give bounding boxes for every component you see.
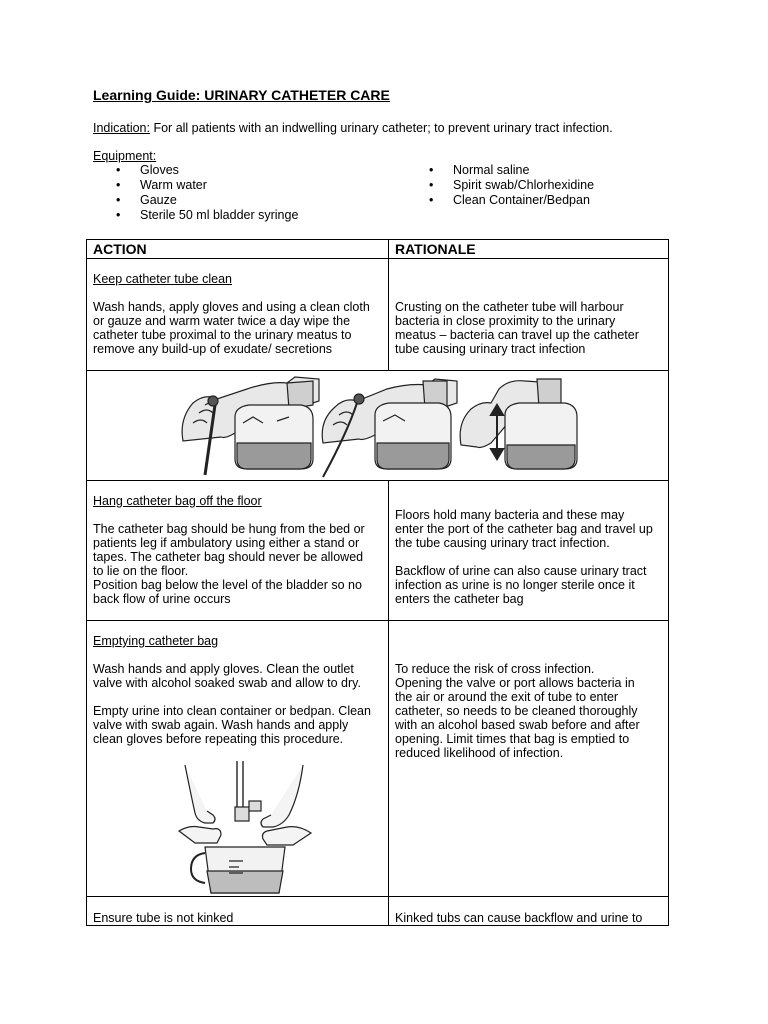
action-cell: [87, 897, 389, 926]
text-line: back flow of urine occurs: [93, 592, 231, 606]
equipment-list-left: [116, 163, 298, 223]
text-line: valve with alcohol soaked swab and allow to dry.: [93, 676, 361, 690]
rationale-cell: [389, 259, 669, 371]
list-item: • Gauze: [116, 193, 177, 207]
equipment-label: Equipment:: [93, 149, 157, 163]
text-line: to lie on the floor.: [93, 564, 189, 578]
text-line: meatus – bacteria can travel up the catheter: [395, 328, 639, 342]
table-row: [87, 621, 669, 897]
table-header-row: [87, 240, 669, 259]
text-line: To reduce the risk of cross infection.: [395, 662, 595, 676]
text-line: The catheter bag should be hung from the bed or: [93, 522, 365, 536]
table-row: [87, 259, 669, 371]
text-line: bacteria in close proximity to the urinary: [395, 314, 616, 328]
catheter-bag-icon: [235, 405, 313, 469]
indication-text: For all patients with an indwelling urinary catheter; to prevent urinary tract infection.: [153, 121, 613, 135]
rationale-cell: [389, 897, 669, 926]
text-line: Wash hands, apply gloves and using a clean cloth: [93, 300, 370, 314]
list-item: • Gloves: [116, 163, 179, 177]
bullet-icon: •: [116, 193, 121, 207]
care-table: [86, 239, 669, 926]
illustration-row: [87, 371, 669, 481]
bullet-icon: •: [429, 178, 434, 192]
text-line: tapes. The catheter bag should never be allowed: [93, 550, 364, 564]
bullet-icon: •: [116, 163, 121, 177]
table-row: [87, 897, 669, 926]
text-line: or gauze and warm water twice a day wipe the: [93, 314, 351, 328]
header-rationale-cell: [389, 240, 669, 259]
bullet-icon: •: [116, 208, 121, 222]
text-line: tube causing urinary tract infection: [395, 342, 586, 356]
text-line: Wash hands and apply gloves. Clean the outlet: [93, 662, 354, 676]
text-line: Crusting on the catheter tube will harbour: [395, 300, 624, 314]
list-item: • Sterile 50 ml bladder syringe: [116, 208, 299, 222]
list-item: • Normal saline: [429, 163, 530, 177]
text-line: clean gloves before repeating this procedure.: [93, 732, 344, 746]
text-line: Floors hold many bacteria and these may: [395, 508, 625, 522]
text-line: with an alcohol based swab before and after: [395, 718, 640, 732]
text-line: catheter, so needs to be cleaned thoroughly: [395, 704, 638, 718]
bullet-icon: •: [116, 178, 121, 192]
text-line: infection as urine is no longer sterile once it: [395, 578, 635, 592]
text-line: remove any build-up of exudate/ secretions: [93, 342, 333, 356]
header-rationale: RATIONALE: [395, 241, 476, 257]
text-line: enter the port of the catheter bag and travel up: [395, 522, 653, 536]
table-row: [87, 481, 669, 621]
header-action-cell: [87, 240, 389, 259]
action-cell: [87, 621, 389, 897]
list-item: • Spirit swab/Chlorhexidine: [429, 178, 595, 192]
bullet-icon: •: [429, 163, 434, 177]
text-line: Empty urine into clean container or bedpan. Clean: [93, 704, 371, 718]
list-item: • Clean Container/Bedpan: [429, 193, 590, 207]
catheter-bag-icon: [375, 403, 451, 469]
equipment-list-right: [429, 163, 594, 208]
hands-icon: [179, 765, 311, 845]
text-line: patients leg if ambulatory using either a stand or: [93, 536, 360, 550]
text-line: valve with swab again. Wash hands and apply: [93, 718, 349, 732]
bullet-icon: •: [429, 193, 434, 207]
text-line: Ensure tube is not kinked: [93, 911, 234, 925]
catheter-bag-illustration: [87, 371, 667, 479]
page-title: Learning Guide: URINARY CATHETER CARE: [93, 87, 390, 103]
row-heading: Hang catheter bag off the floor: [93, 494, 262, 508]
header-action: ACTION: [93, 241, 147, 257]
text-line: the air or around the exit of tube to enter: [395, 690, 619, 704]
row-heading: Keep catheter tube clean: [93, 272, 232, 286]
container-icon: [191, 847, 285, 893]
rationale-cell: [389, 481, 669, 621]
rationale-cell: [389, 621, 669, 897]
text-line: Position bag below the level of the bladder so no: [93, 578, 362, 592]
text-line: opening. Limit times that bag is emptied to: [395, 732, 630, 746]
text-line: Opening the valve or port allows bacteria in: [395, 676, 635, 690]
catheter-bag-icon: [505, 403, 577, 469]
text-line: the tube causing urinary tract infection.: [395, 536, 610, 550]
text-line: catheter tube proximal to the urinary meatus to: [93, 328, 352, 342]
indication-label: Indication:: [93, 121, 150, 135]
text-line: Kinked tubs can cause backflow and urine to: [395, 911, 643, 925]
emptying-bag-illustration: [175, 761, 315, 897]
text-line: reduced likelihood of infection.: [395, 746, 564, 760]
list-item: • Warm water: [116, 178, 207, 192]
illustration-cell: [87, 371, 669, 481]
action-cell: [87, 259, 389, 371]
text-line: enters the catheter bag: [395, 592, 524, 606]
action-cell: [87, 481, 389, 621]
row-heading: Emptying catheter bag: [93, 634, 219, 648]
text-line: Backflow of urine can also cause urinary tract: [395, 564, 647, 578]
outlet-valve-icon: [235, 761, 261, 821]
indication-line: [93, 121, 613, 135]
